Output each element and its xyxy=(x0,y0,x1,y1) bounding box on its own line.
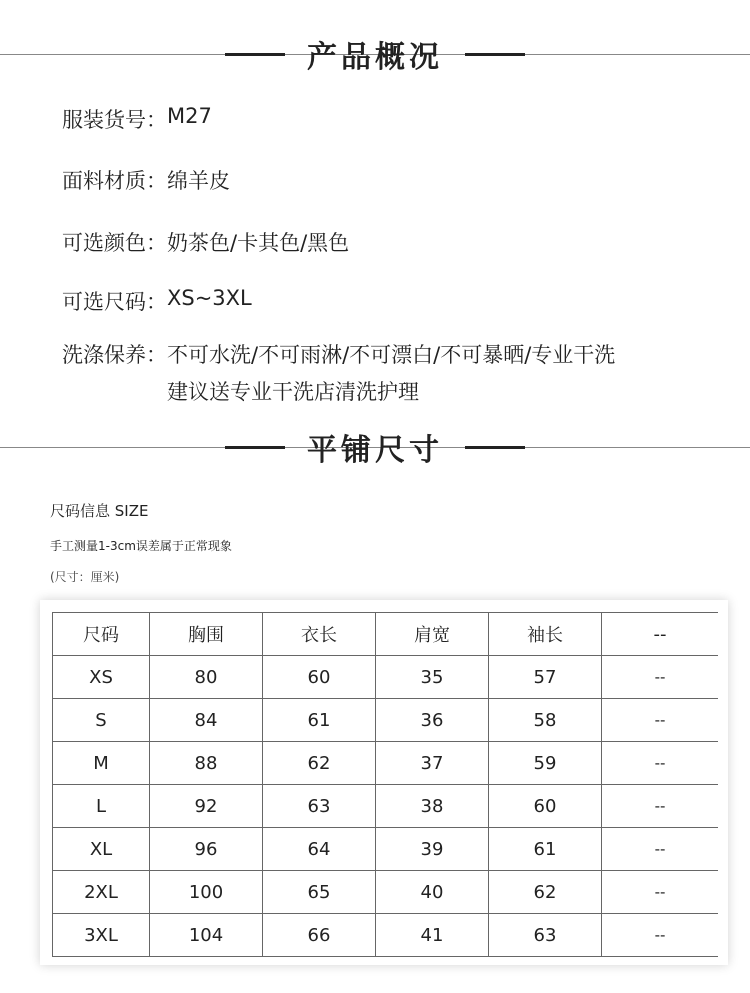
table-header-row xyxy=(53,613,719,656)
table-cell: -- xyxy=(602,785,719,828)
table-cell: 3XL xyxy=(53,914,150,957)
care-value xyxy=(167,337,715,411)
table-cell: 40 xyxy=(376,871,489,914)
table-cell: 100 xyxy=(150,871,263,914)
table-row xyxy=(53,785,719,828)
table-cell: 84 xyxy=(150,699,263,742)
colors-label: 可选颜色： xyxy=(62,231,167,255)
sizes-label: 可选尺码： xyxy=(62,290,167,314)
table-cell: 35 xyxy=(376,656,489,699)
table-cell: -- xyxy=(602,699,719,742)
table-cell: -- xyxy=(602,871,719,914)
table-cell: 57 xyxy=(489,656,602,699)
table-cell: 65 xyxy=(263,871,376,914)
table-header-cell: 尺码 xyxy=(53,613,150,656)
table-cell: 41 xyxy=(376,914,489,957)
care-label: 洗涤保养： xyxy=(62,343,167,367)
table-cell: 80 xyxy=(150,656,263,699)
title-bar-right xyxy=(465,446,525,449)
title-bar-right xyxy=(465,53,525,56)
info-item-no xyxy=(62,104,212,134)
table-cell: 36 xyxy=(376,699,489,742)
table-cell: -- xyxy=(602,828,719,871)
table-cell: 39 xyxy=(376,828,489,871)
table-cell: -- xyxy=(602,656,719,699)
size-table-card xyxy=(40,600,728,965)
unit-note: (尺寸：厘米) xyxy=(50,570,120,584)
table-header-cell: 肩宽 xyxy=(376,613,489,656)
table-cell: 63 xyxy=(263,785,376,828)
table-cell: 61 xyxy=(489,828,602,871)
table-row xyxy=(53,871,719,914)
table-header-cell: 袖长 xyxy=(489,613,602,656)
table-cell: XS xyxy=(53,656,150,699)
table-row xyxy=(53,742,719,785)
care-line-2: 建议送专业干洗店清洗护理 xyxy=(167,380,419,404)
table-cell: 96 xyxy=(150,828,263,871)
material-value: 绵羊皮 xyxy=(167,169,230,193)
table-row xyxy=(53,828,719,871)
info-material xyxy=(62,165,230,195)
table-cell: S xyxy=(53,699,150,742)
section2-header xyxy=(0,427,750,467)
table-cell: L xyxy=(53,785,150,828)
table-cell: 104 xyxy=(150,914,263,957)
table-cell: 92 xyxy=(150,785,263,828)
table-cell: 63 xyxy=(489,914,602,957)
table-row xyxy=(53,699,719,742)
section2-title: 平铺尺寸 xyxy=(307,433,443,468)
table-cell: 62 xyxy=(489,871,602,914)
table-cell: 58 xyxy=(489,699,602,742)
table-cell: 88 xyxy=(150,742,263,785)
size-info-heading: 尺码信息 SIZE xyxy=(50,502,149,520)
care-line-1: 不可水洗/不可雨淋/不可漂白/不可暴晒/专业干洗 xyxy=(167,343,616,367)
measurement-note: 手工测量1-3cm误差属于正常现象 xyxy=(50,539,232,553)
section1-title: 产品概况 xyxy=(307,40,443,75)
table-cell: XL xyxy=(53,828,150,871)
table-cell: 61 xyxy=(263,699,376,742)
item-no-value: M27 xyxy=(167,104,212,128)
table-row xyxy=(53,656,719,699)
title-bar-left xyxy=(225,53,285,56)
info-colors xyxy=(62,227,349,257)
table-cell: 60 xyxy=(263,656,376,699)
table-cell: -- xyxy=(602,914,719,957)
colors-value: 奶茶色/卡其色/黑色 xyxy=(167,231,350,255)
size-table xyxy=(52,612,718,957)
table-cell: 60 xyxy=(489,785,602,828)
item-no-label: 服装货号： xyxy=(62,108,167,132)
table-cell: 66 xyxy=(263,914,376,957)
section1-header xyxy=(0,34,750,74)
material-label: 面料材质： xyxy=(62,169,167,193)
table-cell: 59 xyxy=(489,742,602,785)
table-cell: M xyxy=(53,742,150,785)
table-cell: 64 xyxy=(263,828,376,871)
table-cell: 2XL xyxy=(53,871,150,914)
table-cell: 38 xyxy=(376,785,489,828)
table-cell: -- xyxy=(602,742,719,785)
table-header-cell: -- xyxy=(602,613,719,656)
table-cell: 37 xyxy=(376,742,489,785)
table-header-cell: 衣长 xyxy=(263,613,376,656)
table-cell: 62 xyxy=(263,742,376,785)
title-bar-left xyxy=(225,446,285,449)
info-sizes xyxy=(62,286,252,316)
info-care xyxy=(62,337,715,411)
sizes-value: XS~3XL xyxy=(167,286,252,310)
table-header-cell: 胸围 xyxy=(150,613,263,656)
table-row xyxy=(53,914,719,957)
